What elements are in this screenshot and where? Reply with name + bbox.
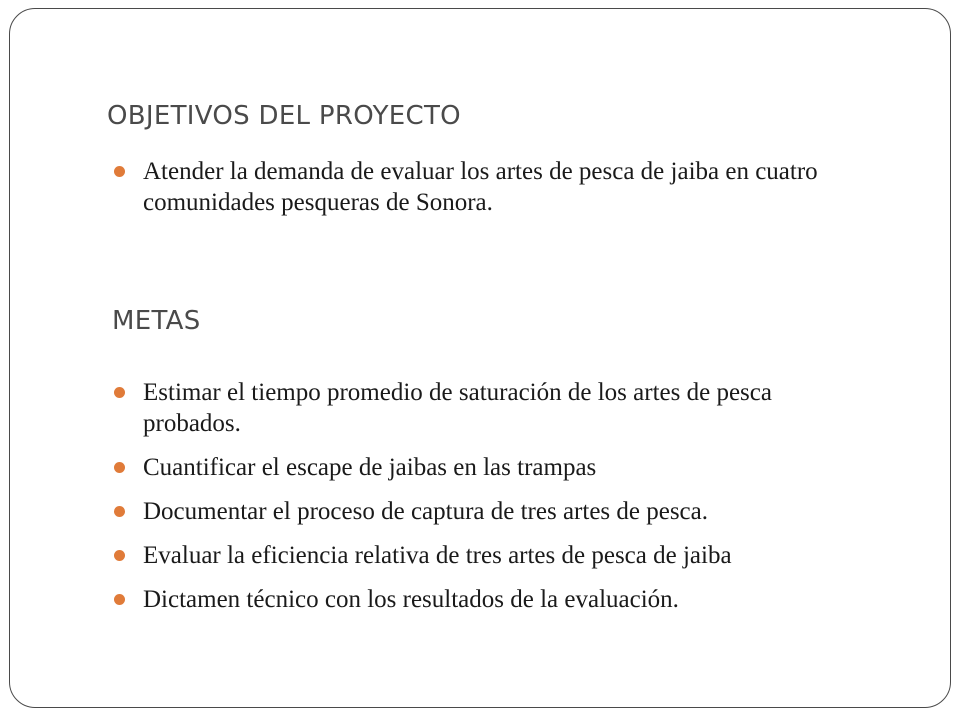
list-item-text: Evaluar la eficiencia relativa de tres artes de pesca de jaiba xyxy=(143,542,732,569)
list-item xyxy=(114,377,874,439)
objetivos-heading: OBJETIVOS DEL PROYECTO xyxy=(107,101,461,131)
list-item-text: Cuantificar el escape de jaibas en las trampas xyxy=(143,454,597,481)
list-item-text: Atender la demanda de evaluar los artes de pesca de jaiba en cuatro comunidades pesqueras de Sonora. xyxy=(143,158,818,216)
bullet-icon xyxy=(114,594,125,605)
bullet-icon xyxy=(114,387,125,398)
metas-list xyxy=(114,377,874,615)
list-item xyxy=(114,496,874,527)
list-item-text: Documentar el proceso de captura de tres artes de pesca. xyxy=(143,498,709,525)
list-item-text: Dictamen técnico con los resultados de la evaluación. xyxy=(143,586,679,613)
bullet-icon xyxy=(114,462,125,473)
metas-heading: METAS xyxy=(112,306,201,336)
list-item xyxy=(114,156,854,218)
bullet-icon xyxy=(114,166,125,177)
list-item xyxy=(114,584,874,615)
list-item-text: Estimar el tiempo promedio de saturación de los artes de pesca probados. xyxy=(143,379,772,437)
bullet-icon xyxy=(114,550,125,561)
list-item xyxy=(114,452,874,483)
objetivos-list xyxy=(114,156,854,218)
bullet-icon xyxy=(114,506,125,517)
list-item xyxy=(114,540,874,571)
